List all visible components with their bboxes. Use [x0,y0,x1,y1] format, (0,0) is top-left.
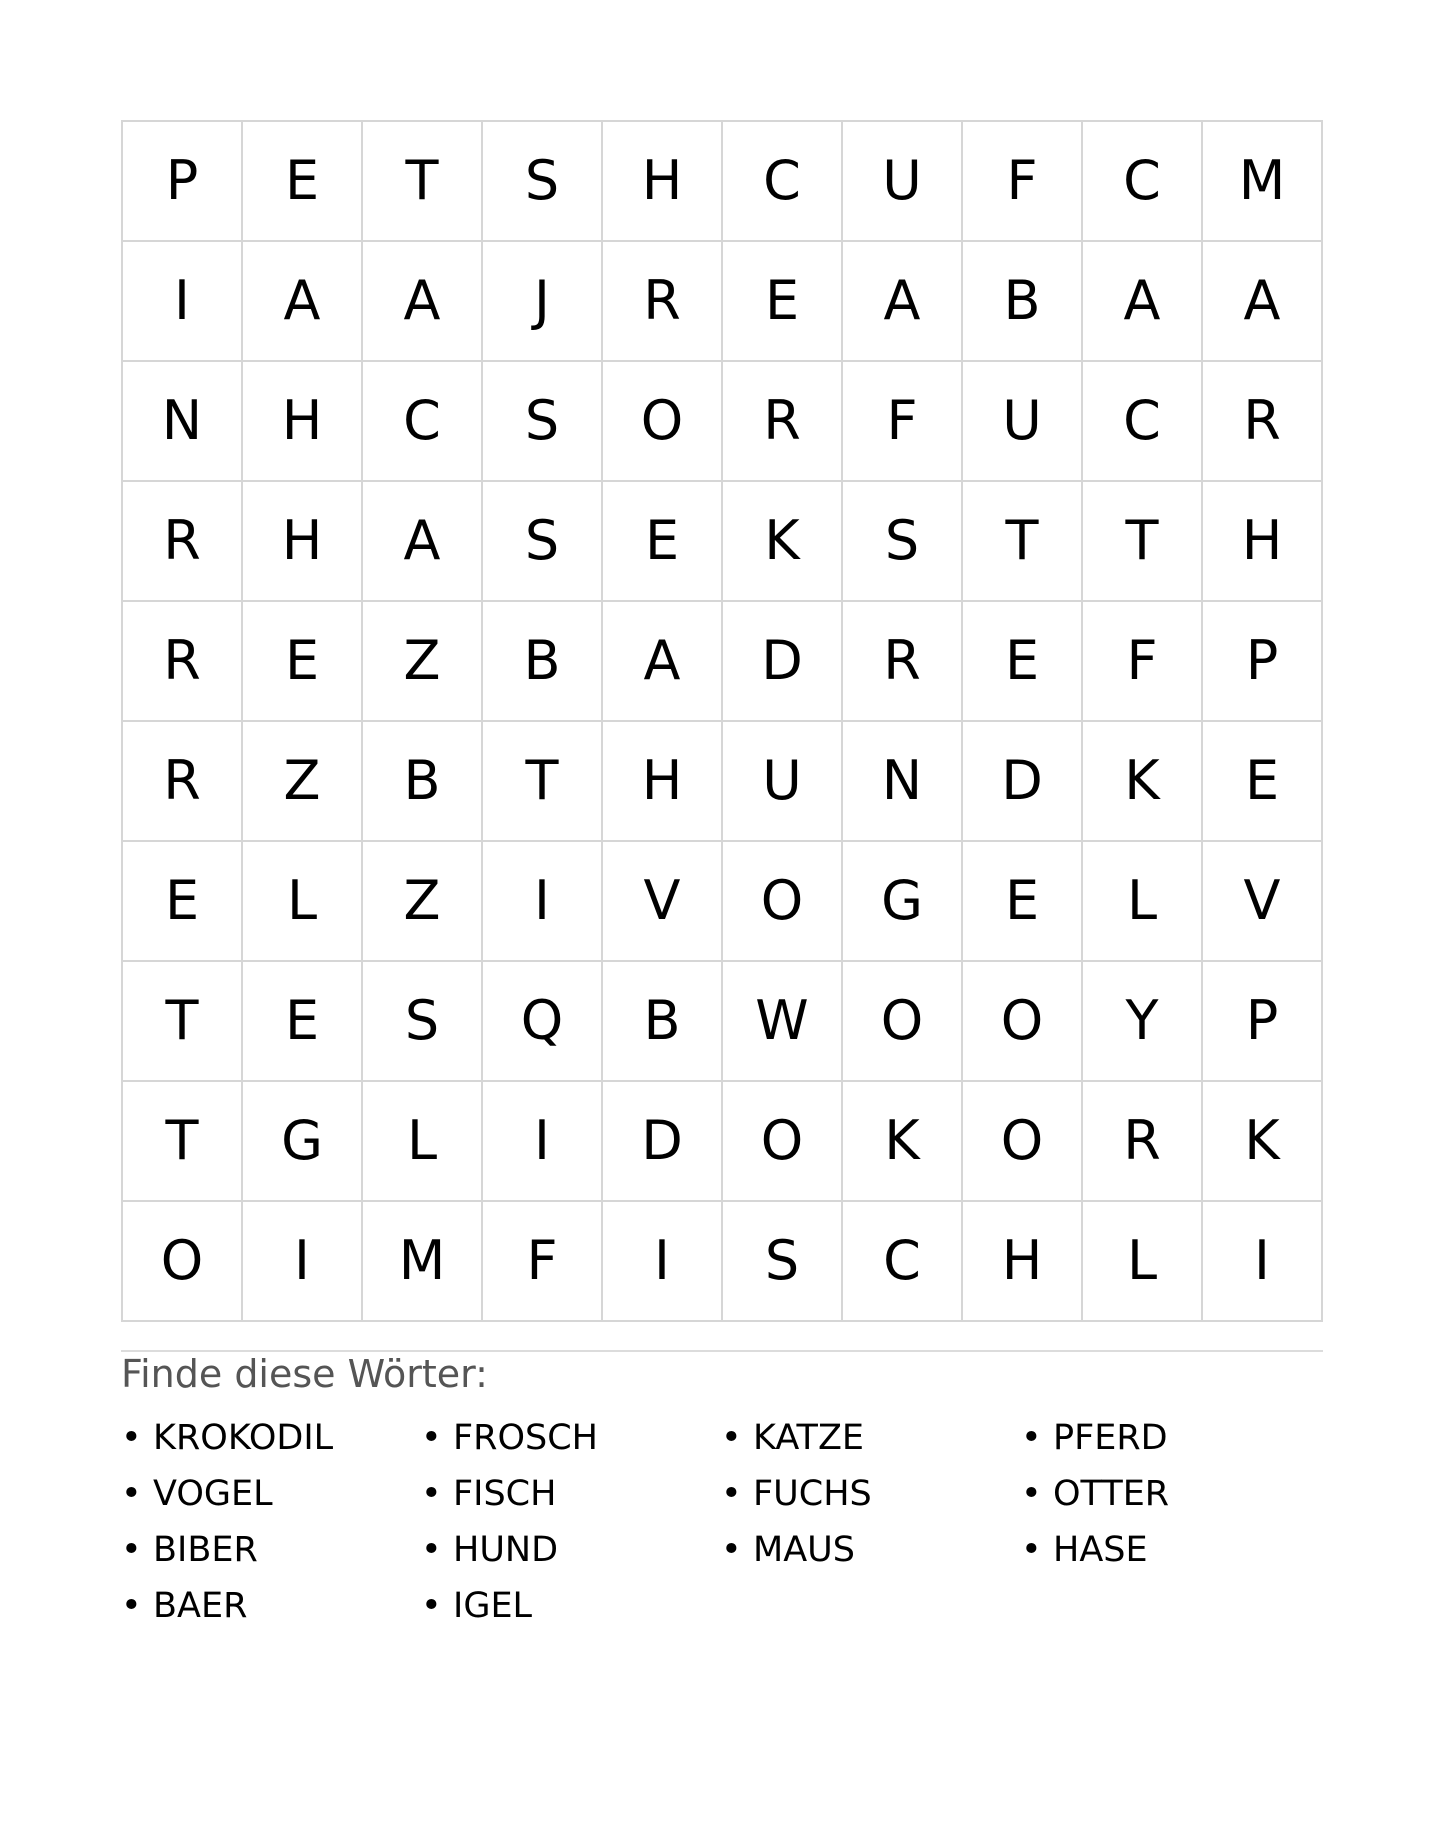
grid-cell[interactable]: E [723,242,843,362]
grid-cell[interactable]: A [243,242,363,362]
grid-cell[interactable]: H [603,122,723,242]
grid-cell[interactable]: F [1083,602,1203,722]
word-list-item [121,1578,421,1634]
grid-cell[interactable]: C [843,1202,963,1322]
grid-cell[interactable]: B [363,722,483,842]
word-list-item [1021,1522,1321,1578]
grid-cell[interactable]: D [603,1082,723,1202]
grid-cell[interactable]: I [123,242,243,362]
grid-cell[interactable]: Z [363,602,483,722]
grid-cell[interactable]: L [1083,1202,1203,1322]
grid-cell[interactable]: G [843,842,963,962]
grid-cell[interactable]: O [603,362,723,482]
word-list-item [121,1410,421,1466]
word-label: FUCHS [753,1474,872,1514]
word-list-item [1021,1410,1321,1466]
grid-cell[interactable]: R [1083,1082,1203,1202]
grid-cell[interactable]: K [1203,1082,1323,1202]
grid-cell[interactable]: C [363,362,483,482]
grid-cell[interactable]: E [123,842,243,962]
grid-cell[interactable]: E [963,602,1083,722]
grid-cell[interactable]: T [123,962,243,1082]
grid-cell[interactable]: F [843,362,963,482]
bullet-icon: • [721,1530,742,1570]
grid-cell[interactable]: I [603,1202,723,1322]
grid-cell[interactable]: K [723,482,843,602]
grid-cell[interactable]: V [603,842,723,962]
grid-cell[interactable]: W [723,962,843,1082]
grid-cell[interactable]: H [603,722,723,842]
grid-cell[interactable]: S [363,962,483,1082]
grid-cell[interactable]: A [363,242,483,362]
grid-cell[interactable]: H [243,482,363,602]
grid-cell[interactable]: N [123,362,243,482]
word-label: PFERD [1053,1418,1168,1458]
word-label: BIBER [153,1530,258,1570]
grid-cell[interactable]: Y [1083,962,1203,1082]
grid-cell[interactable]: I [483,1082,603,1202]
word-list-item [421,1410,721,1466]
word-label: VOGEL [153,1474,273,1514]
grid-cell[interactable]: E [243,122,363,242]
bullet-icon: • [1021,1418,1042,1458]
grid-cell[interactable]: B [963,242,1083,362]
word-list-item [1021,1466,1321,1522]
grid-cell[interactable]: U [843,122,963,242]
grid-cell[interactable]: Z [243,722,363,842]
grid-cell[interactable]: T [363,122,483,242]
word-label: IGEL [453,1586,533,1626]
grid-cell[interactable]: A [843,242,963,362]
grid-cell[interactable]: U [723,722,843,842]
grid-cell[interactable]: I [483,842,603,962]
grid-cell[interactable]: A [1083,242,1203,362]
bullet-icon: • [1021,1530,1042,1570]
grid-cell[interactable]: P [1203,962,1323,1082]
grid-cell[interactable]: V [1203,842,1323,962]
grid-cell[interactable]: O [963,1082,1083,1202]
grid-cell[interactable]: E [1203,722,1323,842]
grid-cell[interactable]: A [363,482,483,602]
grid-cell[interactable]: B [603,962,723,1082]
grid-cell[interactable]: S [843,482,963,602]
grid-cell[interactable]: R [123,602,243,722]
grid-cell[interactable]: I [243,1202,363,1322]
bullet-icon: • [1021,1474,1042,1514]
bullet-icon: • [421,1474,442,1514]
grid-cell[interactable]: S [723,1202,843,1322]
grid-cell[interactable]: T [483,722,603,842]
grid-cell[interactable]: O [723,1082,843,1202]
bullet-icon: • [421,1418,442,1458]
grid-cell[interactable]: D [723,602,843,722]
bullet-icon: • [121,1530,142,1570]
grid-cell[interactable]: O [963,962,1083,1082]
grid-cell[interactable]: S [483,362,603,482]
bullet-icon: • [121,1586,142,1626]
grid-cell[interactable]: R [123,722,243,842]
grid-cell[interactable]: T [123,1082,243,1202]
grid-cell[interactable]: Q [483,962,603,1082]
grid-cell[interactable]: E [243,962,363,1082]
word-label: FISCH [453,1474,557,1514]
word-list-item [121,1522,421,1578]
grid-cell[interactable]: Z [363,842,483,962]
grid-cell[interactable]: K [1083,722,1203,842]
word-search-grid [121,120,1323,1322]
word-list-item [721,1410,1021,1466]
bullet-icon: • [121,1474,142,1514]
grid-cell[interactable]: O [723,842,843,962]
grid-cell[interactable]: R [123,482,243,602]
grid-cell[interactable]: G [243,1082,363,1202]
grid-cell[interactable]: N [843,722,963,842]
word-list-item [421,1578,721,1634]
grid-cell[interactable]: H [243,362,363,482]
grid-cell[interactable]: E [603,482,723,602]
grid-cell[interactable]: S [483,482,603,602]
word-list-heading: Finde diese Wörter: [121,1352,488,1396]
grid-cell[interactable]: O [123,1202,243,1322]
grid-cell[interactable]: L [363,1082,483,1202]
grid-cell[interactable]: K [843,1082,963,1202]
word-label: HASE [1053,1530,1148,1570]
grid-cell[interactable]: R [603,242,723,362]
grid-cell[interactable]: C [1083,122,1203,242]
grid-cell[interactable]: E [963,842,1083,962]
grid-cell[interactable]: E [243,602,363,722]
word-label: FROSCH [453,1418,598,1458]
word-list [121,1410,1321,1634]
grid-cell[interactable]: B [483,602,603,722]
grid-cell[interactable]: F [963,122,1083,242]
bullet-icon: • [721,1418,742,1458]
word-list-item [421,1466,721,1522]
grid-cell[interactable]: C [1083,362,1203,482]
grid-cell[interactable]: U [963,362,1083,482]
grid-cell[interactable]: I [1203,1202,1323,1322]
word-label: BAER [153,1586,248,1626]
word-label: KROKODIL [153,1418,334,1458]
grid-cell[interactable]: D [963,722,1083,842]
bullet-icon: • [421,1530,442,1570]
grid-cell[interactable]: S [483,122,603,242]
grid-cell[interactable]: T [963,482,1083,602]
grid-cell[interactable]: P [123,122,243,242]
grid-cell[interactable]: R [843,602,963,722]
word-label: KATZE [753,1418,865,1458]
grid-cell[interactable]: T [1083,482,1203,602]
bullet-icon: • [721,1474,742,1514]
word-label: MAUS [753,1530,855,1570]
bullet-icon: • [421,1586,442,1626]
word-list-item [121,1466,421,1522]
grid-cell[interactable]: F [483,1202,603,1322]
grid-cell[interactable]: M [363,1202,483,1322]
word-label: HUND [453,1530,559,1570]
grid-cell[interactable]: M [1203,122,1323,242]
bullet-icon: • [121,1418,142,1458]
grid-cell[interactable]: R [723,362,843,482]
grid-cell[interactable]: O [843,962,963,1082]
grid-cell[interactable]: A [603,602,723,722]
grid-cell[interactable]: A [1203,242,1323,362]
grid-cell[interactable]: C [723,122,843,242]
word-list-item [721,1522,1021,1578]
grid-cell[interactable]: H [963,1202,1083,1322]
word-label: OTTER [1053,1474,1170,1514]
grid-cell[interactable]: L [243,842,363,962]
word-list-item [721,1466,1021,1522]
grid-cell[interactable]: J [483,242,603,362]
grid-cell[interactable]: H [1203,482,1323,602]
word-list-item [421,1522,721,1578]
grid-cell[interactable]: P [1203,602,1323,722]
grid-cell[interactable]: R [1203,362,1323,482]
grid-cell[interactable]: L [1083,842,1203,962]
